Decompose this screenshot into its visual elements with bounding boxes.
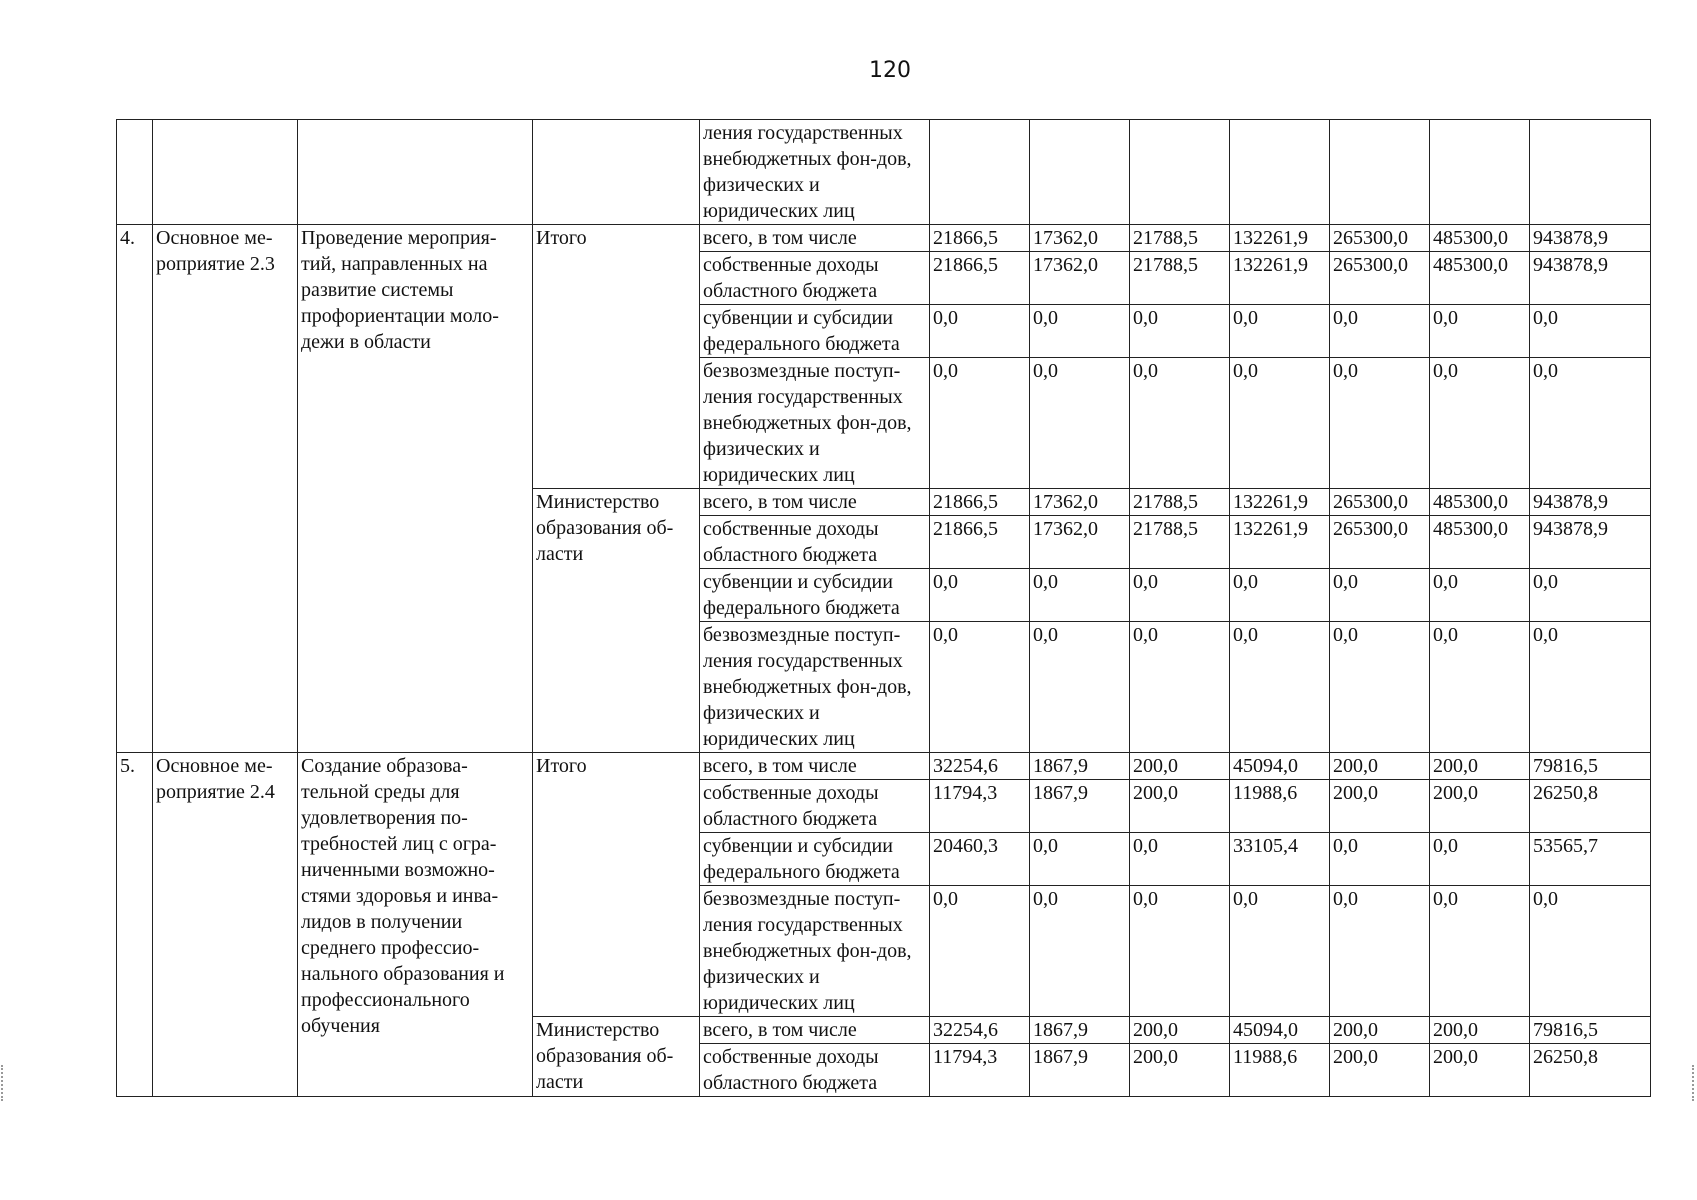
amount-cell: 200,0: [1130, 753, 1230, 780]
amount-cell: 0,0: [930, 358, 1030, 489]
amount-cell: 0,0: [1130, 305, 1230, 358]
amount-cell: 53565,7: [1530, 833, 1651, 886]
funding-source-cell: субвенции и субсидии федерального бюджета: [700, 305, 930, 358]
empty-cell: [533, 120, 700, 225]
amount-cell: 0,0: [1330, 886, 1430, 1017]
amount-cell: 11794,3: [930, 780, 1030, 833]
table-row: [117, 225, 1651, 252]
table-row: [117, 120, 1651, 225]
measure-cell: Основное ме-роприятие 2.3: [153, 225, 298, 753]
funding-source-cell: собственные доходы областного бюджета: [700, 780, 930, 833]
amount-cell: 20460,3: [930, 833, 1030, 886]
amount-cell: 200,0: [1130, 780, 1230, 833]
amount-cell: 0,0: [1530, 886, 1651, 1017]
amount-cell: 0,0: [1030, 358, 1130, 489]
amount-cell: 0,0: [1530, 358, 1651, 489]
amount-cell: 0,0: [930, 305, 1030, 358]
amount-cell: 0,0: [1230, 358, 1330, 489]
amount-cell: 200,0: [1330, 780, 1430, 833]
amount-cell: 0,0: [1530, 569, 1651, 622]
scan-edge-mark: [1692, 1065, 1694, 1101]
funding-source-cell: субвенции и субсидии федерального бюджета: [700, 833, 930, 886]
funding-source-cell: всего, в том числе: [700, 489, 930, 516]
amount-cell: 265300,0: [1330, 516, 1430, 569]
measure-title-cell: Проведение мероприя-тий, направленных на развитие системы профориентации моло-дежи в области: [298, 225, 533, 753]
amount-cell: 17362,0: [1030, 516, 1130, 569]
amount-cell: 485300,0: [1430, 225, 1530, 252]
amount-cell: 1867,9: [1030, 1017, 1130, 1044]
funding-source-cell: безвозмездные поступ-ления государственных внебюджетных фон-дов, физических и юридических лиц: [700, 886, 930, 1017]
amount-cell: 265300,0: [1330, 252, 1430, 305]
amount-cell: 485300,0: [1430, 516, 1530, 569]
budget-table: [116, 119, 1651, 1097]
amount-cell: 0,0: [1130, 569, 1230, 622]
funding-source-cell: собственные доходы областного бюджета: [700, 516, 930, 569]
amount-cell: 1867,9: [1030, 780, 1130, 833]
amount-cell: 943878,9: [1530, 489, 1651, 516]
amount-cell: 200,0: [1330, 1017, 1430, 1044]
amount-cell: 0,0: [1130, 358, 1230, 489]
amount-cell: 0,0: [1430, 886, 1530, 1017]
amount-cell: 200,0: [1330, 753, 1430, 780]
amount-cell: 943878,9: [1530, 516, 1651, 569]
amount-cell: 0,0: [1430, 569, 1530, 622]
empty-cell: [153, 120, 298, 225]
amount-cell: 21866,5: [930, 516, 1030, 569]
amount-cell: 0,0: [1430, 622, 1530, 753]
amount-cell: 21866,5: [930, 225, 1030, 252]
amount-cell: 485300,0: [1430, 252, 1530, 305]
amount-cell: 132261,9: [1230, 516, 1330, 569]
funding-source-cell: субвенции и субсидии федерального бюджета: [700, 569, 930, 622]
amount-cell: 11988,6: [1230, 1044, 1330, 1097]
amount-cell: 0,0: [1330, 833, 1430, 886]
amount-cell: 21866,5: [930, 489, 1030, 516]
amount-cell: 200,0: [1430, 1044, 1530, 1097]
amount-cell: 200,0: [1430, 1017, 1530, 1044]
amount-cell: 200,0: [1130, 1044, 1230, 1097]
amount-cell: 0,0: [1030, 833, 1130, 886]
amount-cell: 200,0: [1430, 753, 1530, 780]
amount-cell: 0,0: [1030, 886, 1130, 1017]
amount-cell: 32254,6: [930, 1017, 1030, 1044]
amount-cell: 45094,0: [1230, 753, 1330, 780]
amount-cell: 0,0: [1030, 569, 1130, 622]
amount-cell: 0,0: [1230, 305, 1330, 358]
amount-cell: 21788,5: [1130, 489, 1230, 516]
amount-cell: 0,0: [1130, 622, 1230, 753]
amount-cell: 0,0: [930, 886, 1030, 1017]
amount-cell: 0,0: [1030, 622, 1130, 753]
funding-source-cell: безвозмездные поступ-ления государственных внебюджетных фон-дов, физических и юридических лиц: [700, 622, 930, 753]
executor-cell: Итого: [533, 753, 700, 1017]
amount-cell: 11988,6: [1230, 780, 1330, 833]
empty-cell: [1030, 120, 1130, 225]
amount-cell: 17362,0: [1030, 252, 1130, 305]
amount-cell: 0,0: [1230, 622, 1330, 753]
empty-cell: [298, 120, 533, 225]
amount-cell: 0,0: [1330, 622, 1430, 753]
amount-cell: 26250,8: [1530, 1044, 1651, 1097]
amount-cell: 0,0: [1530, 305, 1651, 358]
measure-cell: Основное ме-роприятие 2.4: [153, 753, 298, 1097]
funding-source-cell: собственные доходы областного бюджета: [700, 252, 930, 305]
amount-cell: 943878,9: [1530, 225, 1651, 252]
page-number: 120: [869, 58, 911, 83]
amount-cell: 943878,9: [1530, 252, 1651, 305]
table-row: [117, 753, 1651, 780]
amount-cell: 0,0: [1330, 358, 1430, 489]
executor-cell: Министерство образования об-ласти: [533, 489, 700, 753]
empty-cell: [1530, 120, 1651, 225]
amount-cell: 200,0: [1330, 1044, 1430, 1097]
empty-cell: [1430, 120, 1530, 225]
amount-cell: 0,0: [1130, 833, 1230, 886]
amount-cell: 21788,5: [1130, 252, 1230, 305]
amount-cell: 0,0: [1130, 886, 1230, 1017]
measure-title-cell: Создание образова-тельной среды для удовлетворения по-требностей лиц с огра-ниченными возможно-стями здоровья и инва-лидов в получении среднего профессио-нального образования и профессионального обучения: [298, 753, 533, 1097]
funding-source-cell: всего, в том числе: [700, 225, 930, 252]
amount-cell: 21788,5: [1130, 225, 1230, 252]
amount-cell: 26250,8: [1530, 780, 1651, 833]
amount-cell: 45094,0: [1230, 1017, 1330, 1044]
funding-source-cell: всего, в том числе: [700, 753, 930, 780]
amount-cell: 17362,0: [1030, 225, 1130, 252]
empty-cell: [1130, 120, 1230, 225]
amount-cell: 200,0: [1130, 1017, 1230, 1044]
amount-cell: 132261,9: [1230, 225, 1330, 252]
amount-cell: 0,0: [1430, 305, 1530, 358]
amount-cell: 132261,9: [1230, 489, 1330, 516]
amount-cell: 17362,0: [1030, 489, 1130, 516]
amount-cell: 0,0: [1330, 305, 1430, 358]
amount-cell: 485300,0: [1430, 489, 1530, 516]
row-number-cell: 5.: [117, 753, 153, 1097]
amount-cell: 33105,4: [1230, 833, 1330, 886]
scan-edge-mark: [1, 1065, 3, 1101]
executor-cell: Итого: [533, 225, 700, 489]
amount-cell: 0,0: [1430, 358, 1530, 489]
executor-cell: Министерство образования об-ласти: [533, 1017, 700, 1097]
amount-cell: 0,0: [1030, 305, 1130, 358]
row-number-cell: 4.: [117, 225, 153, 753]
amount-cell: 79816,5: [1530, 1017, 1651, 1044]
amount-cell: 1867,9: [1030, 753, 1130, 780]
amount-cell: 0,0: [1230, 569, 1330, 622]
amount-cell: 21866,5: [930, 252, 1030, 305]
amount-cell: 0,0: [930, 622, 1030, 753]
funding-source-cell: собственные доходы областного бюджета: [700, 1044, 930, 1097]
amount-cell: 265300,0: [1330, 489, 1430, 516]
amount-cell: 21788,5: [1130, 516, 1230, 569]
amount-cell: 132261,9: [1230, 252, 1330, 305]
amount-cell: 0,0: [1330, 569, 1430, 622]
empty-cell: [1230, 120, 1330, 225]
amount-cell: 0,0: [1230, 886, 1330, 1017]
empty-cell: [1330, 120, 1430, 225]
amount-cell: 200,0: [1430, 780, 1530, 833]
amount-cell: 0,0: [1430, 833, 1530, 886]
amount-cell: 1867,9: [1030, 1044, 1130, 1097]
amount-cell: 79816,5: [1530, 753, 1651, 780]
amount-cell: 32254,6: [930, 753, 1030, 780]
amount-cell: 0,0: [1530, 622, 1651, 753]
funding-source-cell: всего, в том числе: [700, 1017, 930, 1044]
amount-cell: 0,0: [930, 569, 1030, 622]
amount-cell: 265300,0: [1330, 225, 1430, 252]
funding-source-cell: ления государственных внебюджетных фон-дов, физических и юридических лиц: [700, 120, 930, 225]
empty-cell: [117, 120, 153, 225]
funding-source-cell: безвозмездные поступ-ления государственных внебюджетных фон-дов, физических и юридических лиц: [700, 358, 930, 489]
table-body: [117, 120, 1651, 1097]
amount-cell: 11794,3: [930, 1044, 1030, 1097]
empty-cell: [930, 120, 1030, 225]
